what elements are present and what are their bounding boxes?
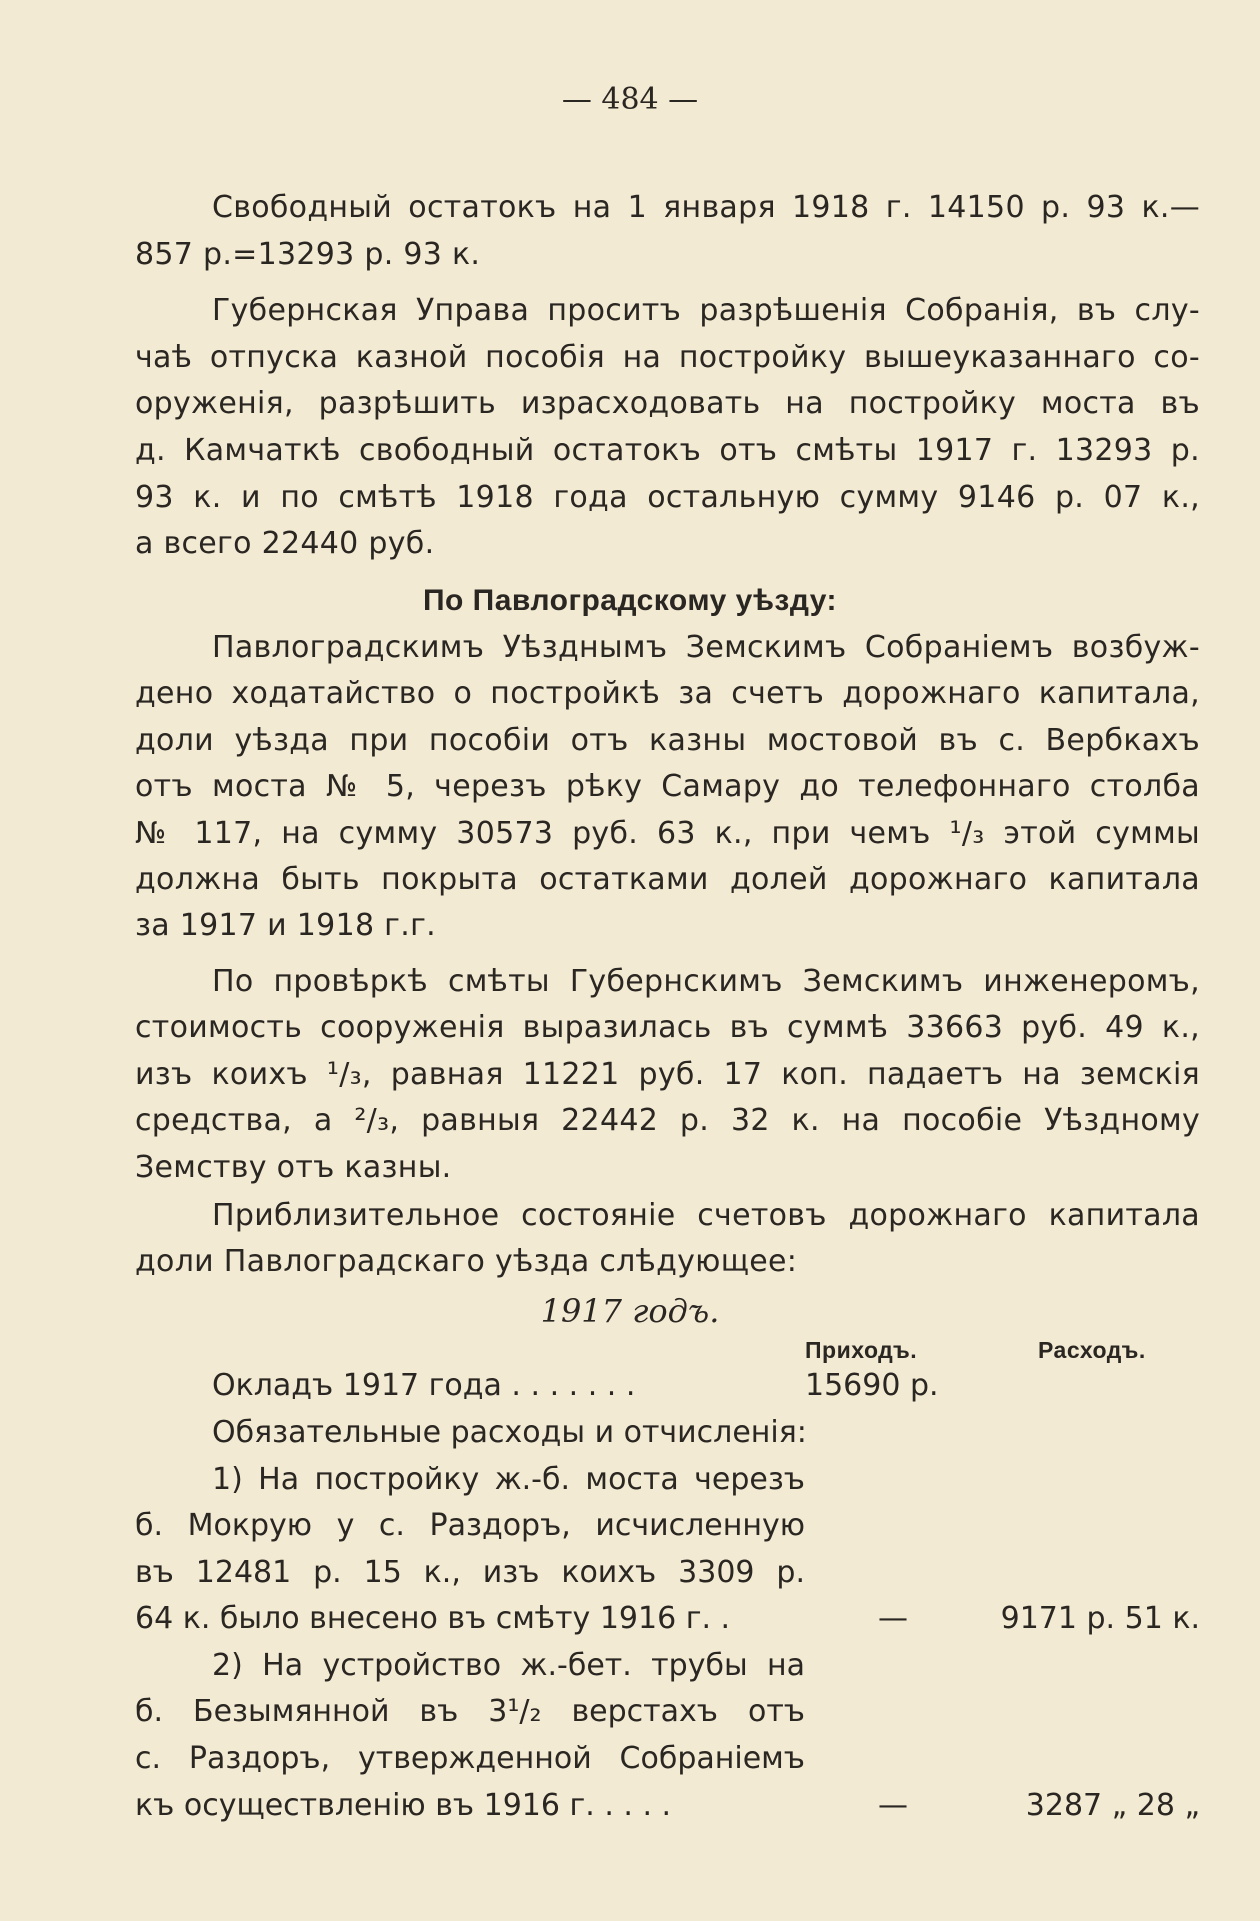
ledger-label: Обязательные расходы и отчисленія: [212,1415,807,1450]
year-title: 1917 годъ. [540,1292,720,1330]
ledger-expense: 9171 р. 51 к. [1000,1601,1200,1636]
text-line: Свободный остатокъ на 1 января 1918 г. 14150 р. 93 к.— [212,190,1200,225]
expense-column-header: Расходъ. [1038,1337,1146,1363]
text-line: чаѣ отпуска казной пособія на постройку вышеуказаннаго со- [135,340,1200,375]
ledger-line: б. Мокрую у с. Раздоръ, исчисленную [135,1508,805,1543]
ledger-line: 1) На постройку ж.-б. моста черезъ [212,1462,805,1497]
ledger-line: с. Раздоръ, утвержденной Собраніемъ [135,1741,805,1776]
text-line: доли уѣзда при пособіи отъ казны мостовой въ с. Вербкахъ [135,723,1200,758]
text-line: Приблизительное состояніе счетовъ дорожнаго капитала [212,1198,1200,1233]
text-line: должна быть покрыта остатками долей дорожнаго капитала [135,862,1200,897]
text-line: Земству отъ казны. [135,1150,452,1185]
ledger-line: 64 к. было внесено въ смѣту 1916 г. . [135,1601,731,1636]
text-line: средства, а ²/₃, равныя 22442 р. 32 к. на пособіе Уѣздному [135,1103,1200,1138]
income-column-header: Приходъ. [805,1337,918,1363]
text-line: за 1917 и 1918 г.г. [135,908,436,943]
text-line: д. Камчаткѣ свободный остатокъ отъ смѣты 1917 г. 13293 р. [135,433,1200,468]
text-line: а всего 22440 руб. [135,526,435,561]
text-line: По провѣркѣ смѣты Губернскимъ Земскимъ инженеромъ, [212,964,1200,999]
section-heading: По Павлоградскому уѣзду: [422,584,838,617]
ledger-line: 2) На устройство ж.-бет. трубы на [212,1648,805,1683]
text-line: Губернская Управа проситъ разрѣшенія Собранія, въ слу- [212,293,1200,328]
text-line: стоимость сооруженія выразилась въ суммѣ 33663 руб. 49 к., [135,1010,1200,1045]
text-line: отъ моста № 5, черезъ рѣку Самару до телефоннаго столба [135,769,1200,804]
ledger-line: къ осуществленію въ 1916 г. . . . . [135,1788,672,1823]
text-line: доли Павлоградскаго уѣзда слѣдующее: [135,1244,798,1279]
text-line: 93 к. и по смѣтѣ 1918 года остальную сумму 9146 р. 07 к., [135,480,1200,515]
ledger-income: 15690 р. [805,1368,939,1403]
ledger-expense: 3287 „ 28 „ [1025,1788,1200,1823]
text-line: изъ коихъ ¹/₃, равная 11221 руб. 17 коп. падаетъ на земскія [135,1057,1200,1092]
text-line: дено ходатайство о постройкѣ за счетъ дорожнаго капитала, [135,676,1200,711]
ledger-income: — [878,1788,908,1823]
text-line: 857 р.=13293 р. 93 к. [135,237,481,272]
ledger-line: въ 12481 р. 15 к., изъ коихъ 3309 р. [135,1555,805,1590]
text-line: № 117, на сумму 30573 руб. 63 к., при чемъ ¹/₃ этой суммы [135,816,1200,851]
text-line: оруженія, разрѣшить израсходовать на постройку моста въ [135,386,1200,421]
page-number: — 484 — [561,82,699,117]
ledger-label: Окладъ 1917 года . . . . . . . [212,1368,636,1403]
text-line: Павлоградскимъ Уѣзднымъ Земскимъ Собраніемъ возбуж- [212,630,1200,665]
ledger-line: б. Безымянной въ 3¹/₂ верстахъ отъ [135,1694,805,1729]
ledger-income: — [878,1601,908,1636]
